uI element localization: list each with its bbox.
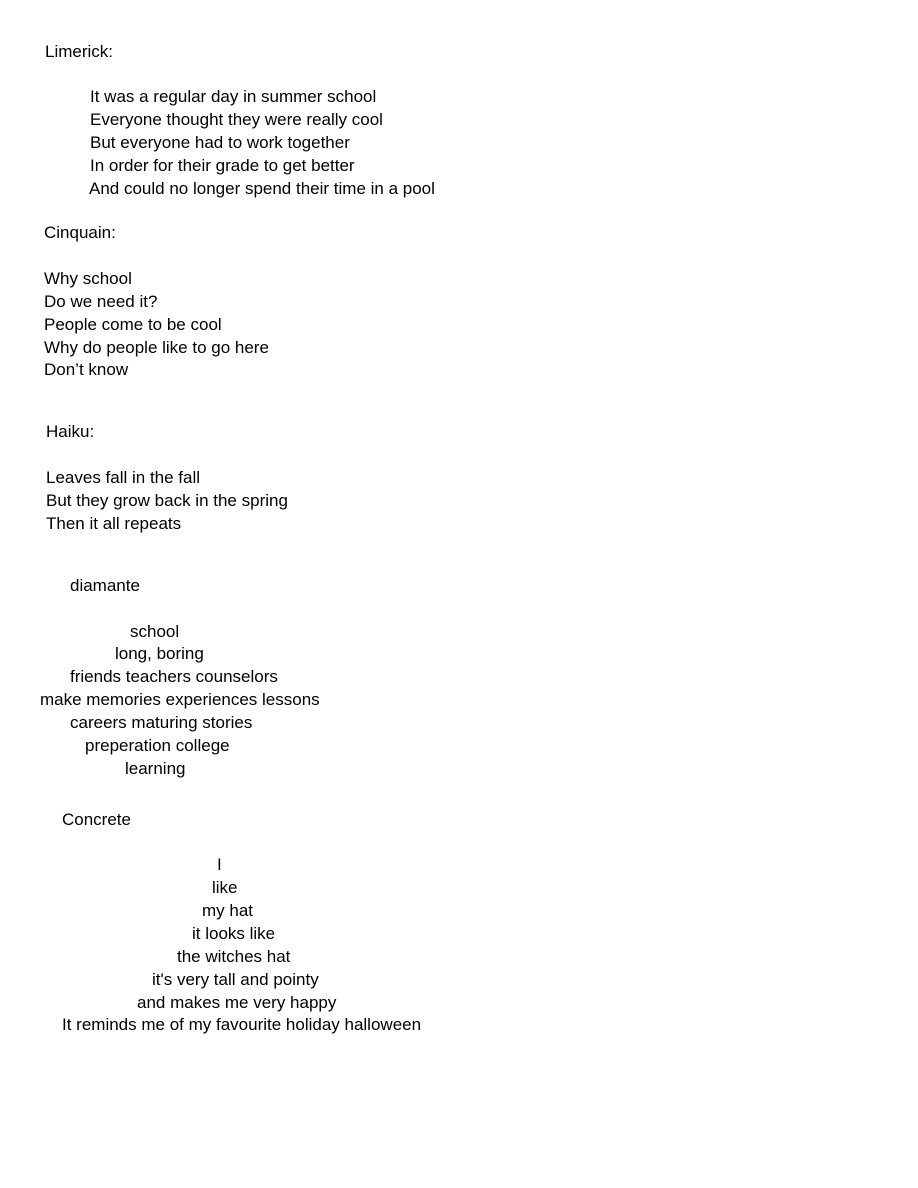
- limerick-line: Everyone thought they were really cool: [90, 110, 383, 129]
- limerick-line: In order for their grade to get better: [90, 156, 355, 175]
- limerick-line: And could no longer spend their time in a pool: [89, 179, 435, 198]
- concrete-line: I: [217, 855, 222, 874]
- concrete-line: and makes me very happy: [137, 993, 337, 1012]
- limerick-line: But everyone had to work together: [90, 133, 350, 152]
- concrete-line: it's very tall and pointy: [152, 970, 319, 989]
- diamante-line: preperation college: [85, 736, 230, 755]
- cinquain-line: Why do people like to go here: [44, 338, 269, 357]
- diamante-line: learning: [125, 759, 186, 778]
- concrete-line: the witches hat: [177, 947, 291, 966]
- haiku-line: But they grow back in the spring: [46, 491, 288, 510]
- limerick-heading: Limerick:: [45, 42, 114, 61]
- cinquain-line: Why school: [44, 269, 132, 288]
- concrete-line: It reminds me of my favourite holiday halloween: [62, 1015, 422, 1034]
- haiku-line: Leaves fall in the fall: [46, 468, 201, 487]
- diamante-heading: diamante: [70, 576, 140, 595]
- cinquain-heading: Cinquain:: [44, 223, 116, 242]
- haiku-line: Then it all repeats: [46, 514, 182, 533]
- diamante-line: friends teachers counselors: [70, 667, 278, 686]
- concrete-line: my hat: [202, 901, 254, 920]
- concrete-line: it looks like: [192, 924, 276, 943]
- concrete-line: like: [212, 878, 238, 897]
- haiku-heading: Haiku:: [46, 422, 95, 441]
- limerick-line: It was a regular day in summer school: [90, 87, 377, 106]
- cinquain-line: Don’t know: [44, 360, 129, 379]
- concrete-heading: Concrete: [62, 810, 131, 829]
- cinquain-line: Do we need it?: [44, 292, 158, 311]
- diamante-line: school: [130, 622, 180, 641]
- diamante-line: long, boring: [115, 644, 204, 663]
- cinquain-line: People come to be cool: [44, 315, 222, 334]
- diamante-line: make memories experiences lessons: [40, 690, 320, 709]
- diamante-line: careers maturing stories: [70, 713, 253, 732]
